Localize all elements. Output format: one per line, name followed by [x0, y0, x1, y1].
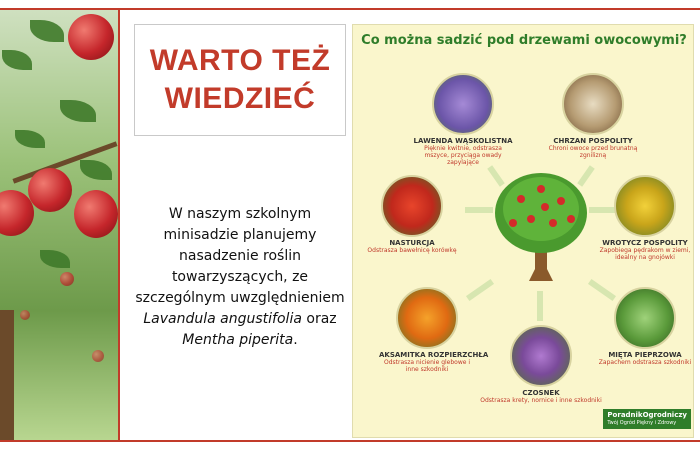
peppermint-image: [614, 287, 676, 349]
title-line-1: WARTO TEŻ: [149, 44, 331, 77]
plant-peppermint: [597, 287, 693, 366]
garlic-image: [510, 325, 572, 387]
companion-plants-infographic: [352, 24, 694, 438]
latin-name-mint: Mentha piperita: [182, 332, 294, 348]
plant-name: MIĘTA PIEPRZOWA: [608, 351, 682, 359]
plant-marigold: [379, 287, 489, 373]
horseradish-image: [562, 73, 624, 135]
latin-name-lavender: Lavandula angustifolia: [143, 311, 302, 327]
plant-name: WROTYCZ POSPOLITY: [602, 239, 688, 247]
plant-description: Chroni owoce przed brunatną zgnilizną: [548, 145, 638, 159]
plant-garlic: [471, 325, 611, 404]
brand-logo: [603, 409, 691, 429]
apple-tree-photo: [0, 10, 120, 440]
body-text-part2: oraz: [306, 311, 337, 327]
plant-description: Odstrasza nicienie glebowe i inne szkodniki: [383, 359, 471, 373]
infographic-title: Co można sadzić pod drzewami owocowymi?: [361, 33, 687, 48]
lavender-image: [432, 73, 494, 135]
plant-lavender: [413, 73, 513, 166]
body-text-part1: W naszym szkolnym minisadzie planujemy nasadzenie roślin towarzyszących, ze szczególnym uwzględnieniem: [135, 206, 345, 306]
plant-name: NASTURCJA: [389, 239, 435, 247]
plant-name: CZOSNEK: [522, 389, 560, 397]
plant-name: LAWENDA WĄSKOLISTNA: [413, 137, 513, 145]
plant-name: AKSAMITKA ROZPIERZCHŁA: [379, 351, 489, 359]
slide-frame: [0, 8, 700, 442]
plant-description: Odstrasza bawełnicę korówkę: [367, 247, 457, 254]
plant-description: Pięknie kwitnie, odstrasza mszyce, przyciąga owady zapylające: [424, 145, 502, 166]
fruit-tree-illustration: [491, 169, 591, 285]
brand-tagline: Twój Ogród Piękny i Zdrowy: [607, 420, 677, 426]
marigold-image: [396, 287, 458, 349]
title-box: [134, 24, 346, 136]
plant-description: Zapachem odstrasza szkodniki: [598, 359, 692, 366]
slide-title: [150, 42, 331, 118]
plant-nasturtium: [367, 175, 457, 254]
brand-name: PoradnikOgrodniczy: [607, 411, 687, 419]
nasturtium-image: [381, 175, 443, 237]
plant-description: Zapobiega pędrakom w ziemi, idealny na gnojówki: [599, 247, 691, 261]
body-text-end: .: [293, 332, 298, 348]
plant-name: CHRZAN POSPOLITY: [553, 137, 633, 145]
body-paragraph: [134, 204, 346, 351]
plant-description: Odstrasza krety, nornice i inne szkodniki: [480, 397, 602, 404]
plant-horseradish: [543, 73, 643, 159]
plant-tansy: [597, 175, 693, 261]
tansy-image: [614, 175, 676, 237]
title-line-2: WIEDZIEĆ: [164, 82, 316, 115]
